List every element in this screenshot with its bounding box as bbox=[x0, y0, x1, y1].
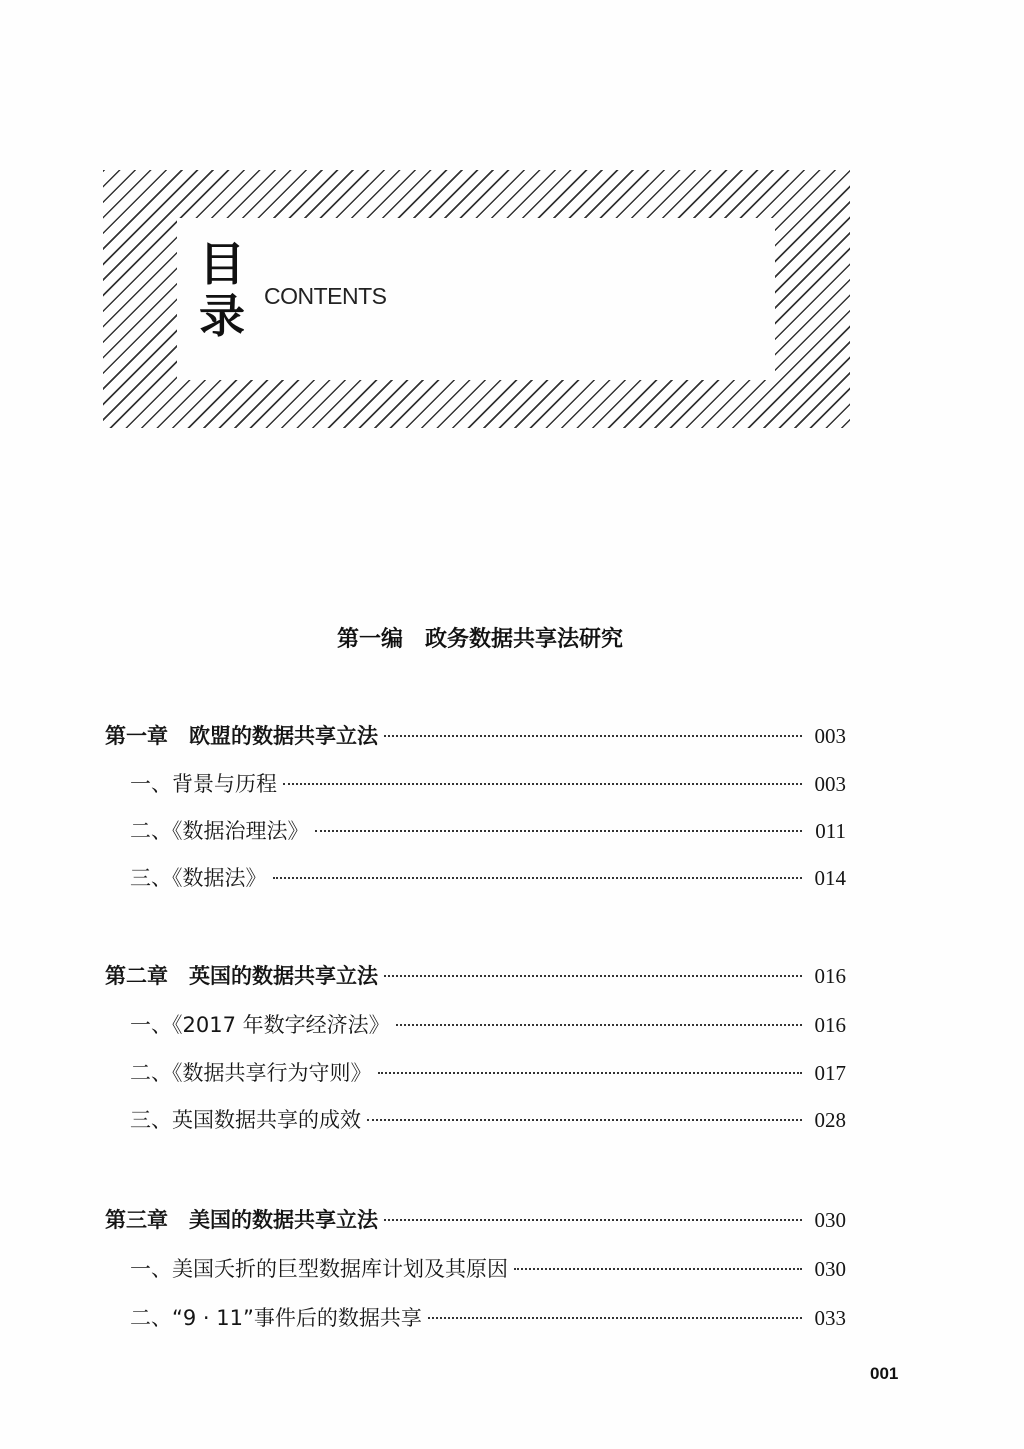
toc-section-entry[interactable] bbox=[130, 1057, 846, 1087]
leader-dots bbox=[273, 877, 803, 879]
entry-page-number: 003 bbox=[814, 724, 846, 748]
toc-chapter-entry[interactable] bbox=[105, 1204, 846, 1234]
entry-label: 二、《数据共享行为守则》 bbox=[130, 1061, 372, 1085]
entry-label: 三、《数据法》 bbox=[130, 866, 267, 890]
toc-section-entry[interactable] bbox=[130, 768, 846, 798]
toc-section-entry[interactable] bbox=[130, 815, 846, 845]
page-number: 001 bbox=[870, 1364, 899, 1383]
toc-chapter-entry[interactable] bbox=[105, 720, 846, 750]
entry-label: 一、美国夭折的巨型数据库计划及其原因 bbox=[130, 1257, 508, 1281]
entry-page-number: 003 bbox=[814, 772, 846, 796]
entry-page-number: 016 bbox=[814, 964, 846, 988]
entry-label: 一、《2017 年数字经济法》 bbox=[130, 1013, 390, 1037]
leader-dots bbox=[367, 1119, 802, 1121]
entry-page-number: 033 bbox=[814, 1306, 846, 1330]
leader-dots bbox=[315, 830, 803, 832]
leader-dots bbox=[384, 1219, 802, 1221]
entry-label: 第一章 欧盟的数据共享立法 bbox=[105, 724, 378, 748]
leader-dots bbox=[396, 1024, 802, 1026]
entry-page-number: 011 bbox=[815, 819, 846, 843]
toc-chapter-entry[interactable] bbox=[105, 960, 846, 990]
leader-dots bbox=[283, 783, 802, 785]
toc-section-entry[interactable] bbox=[130, 862, 846, 892]
toc-section-entry[interactable] bbox=[130, 1104, 846, 1134]
toc-section-entry[interactable] bbox=[130, 1009, 846, 1039]
part-title: 第一编 政务数据共享法研究 bbox=[336, 627, 623, 652]
leader-dots bbox=[378, 1072, 803, 1074]
entry-label: 二、《数据治理法》 bbox=[130, 819, 309, 843]
toc-title-char-2: 录 bbox=[199, 289, 245, 343]
leader-dots bbox=[428, 1317, 802, 1319]
toc-header-box bbox=[103, 170, 850, 428]
toc-section-entry[interactable] bbox=[130, 1302, 846, 1332]
entry-page-number: 030 bbox=[814, 1208, 846, 1232]
entry-page-number: 030 bbox=[814, 1257, 846, 1281]
entry-label: 二、“9 · 11”事件后的数据共享 bbox=[130, 1306, 422, 1330]
entry-label: 一、背景与历程 bbox=[130, 772, 277, 796]
entry-label: 第二章 英国的数据共享立法 bbox=[105, 964, 378, 988]
toc-title bbox=[199, 238, 259, 342]
leader-dots bbox=[514, 1268, 802, 1270]
entry-page-number: 028 bbox=[814, 1108, 846, 1132]
toc-title-char-1: 目 bbox=[199, 237, 245, 291]
entry-page-number: 017 bbox=[814, 1061, 846, 1085]
leader-dots bbox=[384, 975, 802, 977]
entry-label: 三、英国数据共享的成效 bbox=[130, 1108, 361, 1132]
entry-label: 第三章 美国的数据共享立法 bbox=[105, 1208, 378, 1232]
toc-section-entry[interactable] bbox=[130, 1253, 846, 1283]
entry-page-number: 016 bbox=[814, 1013, 846, 1037]
leader-dots bbox=[384, 735, 802, 737]
entry-page-number: 014 bbox=[814, 866, 846, 890]
toc-header-inner bbox=[177, 218, 775, 380]
toc-subtitle: CONTENTS bbox=[264, 283, 387, 309]
